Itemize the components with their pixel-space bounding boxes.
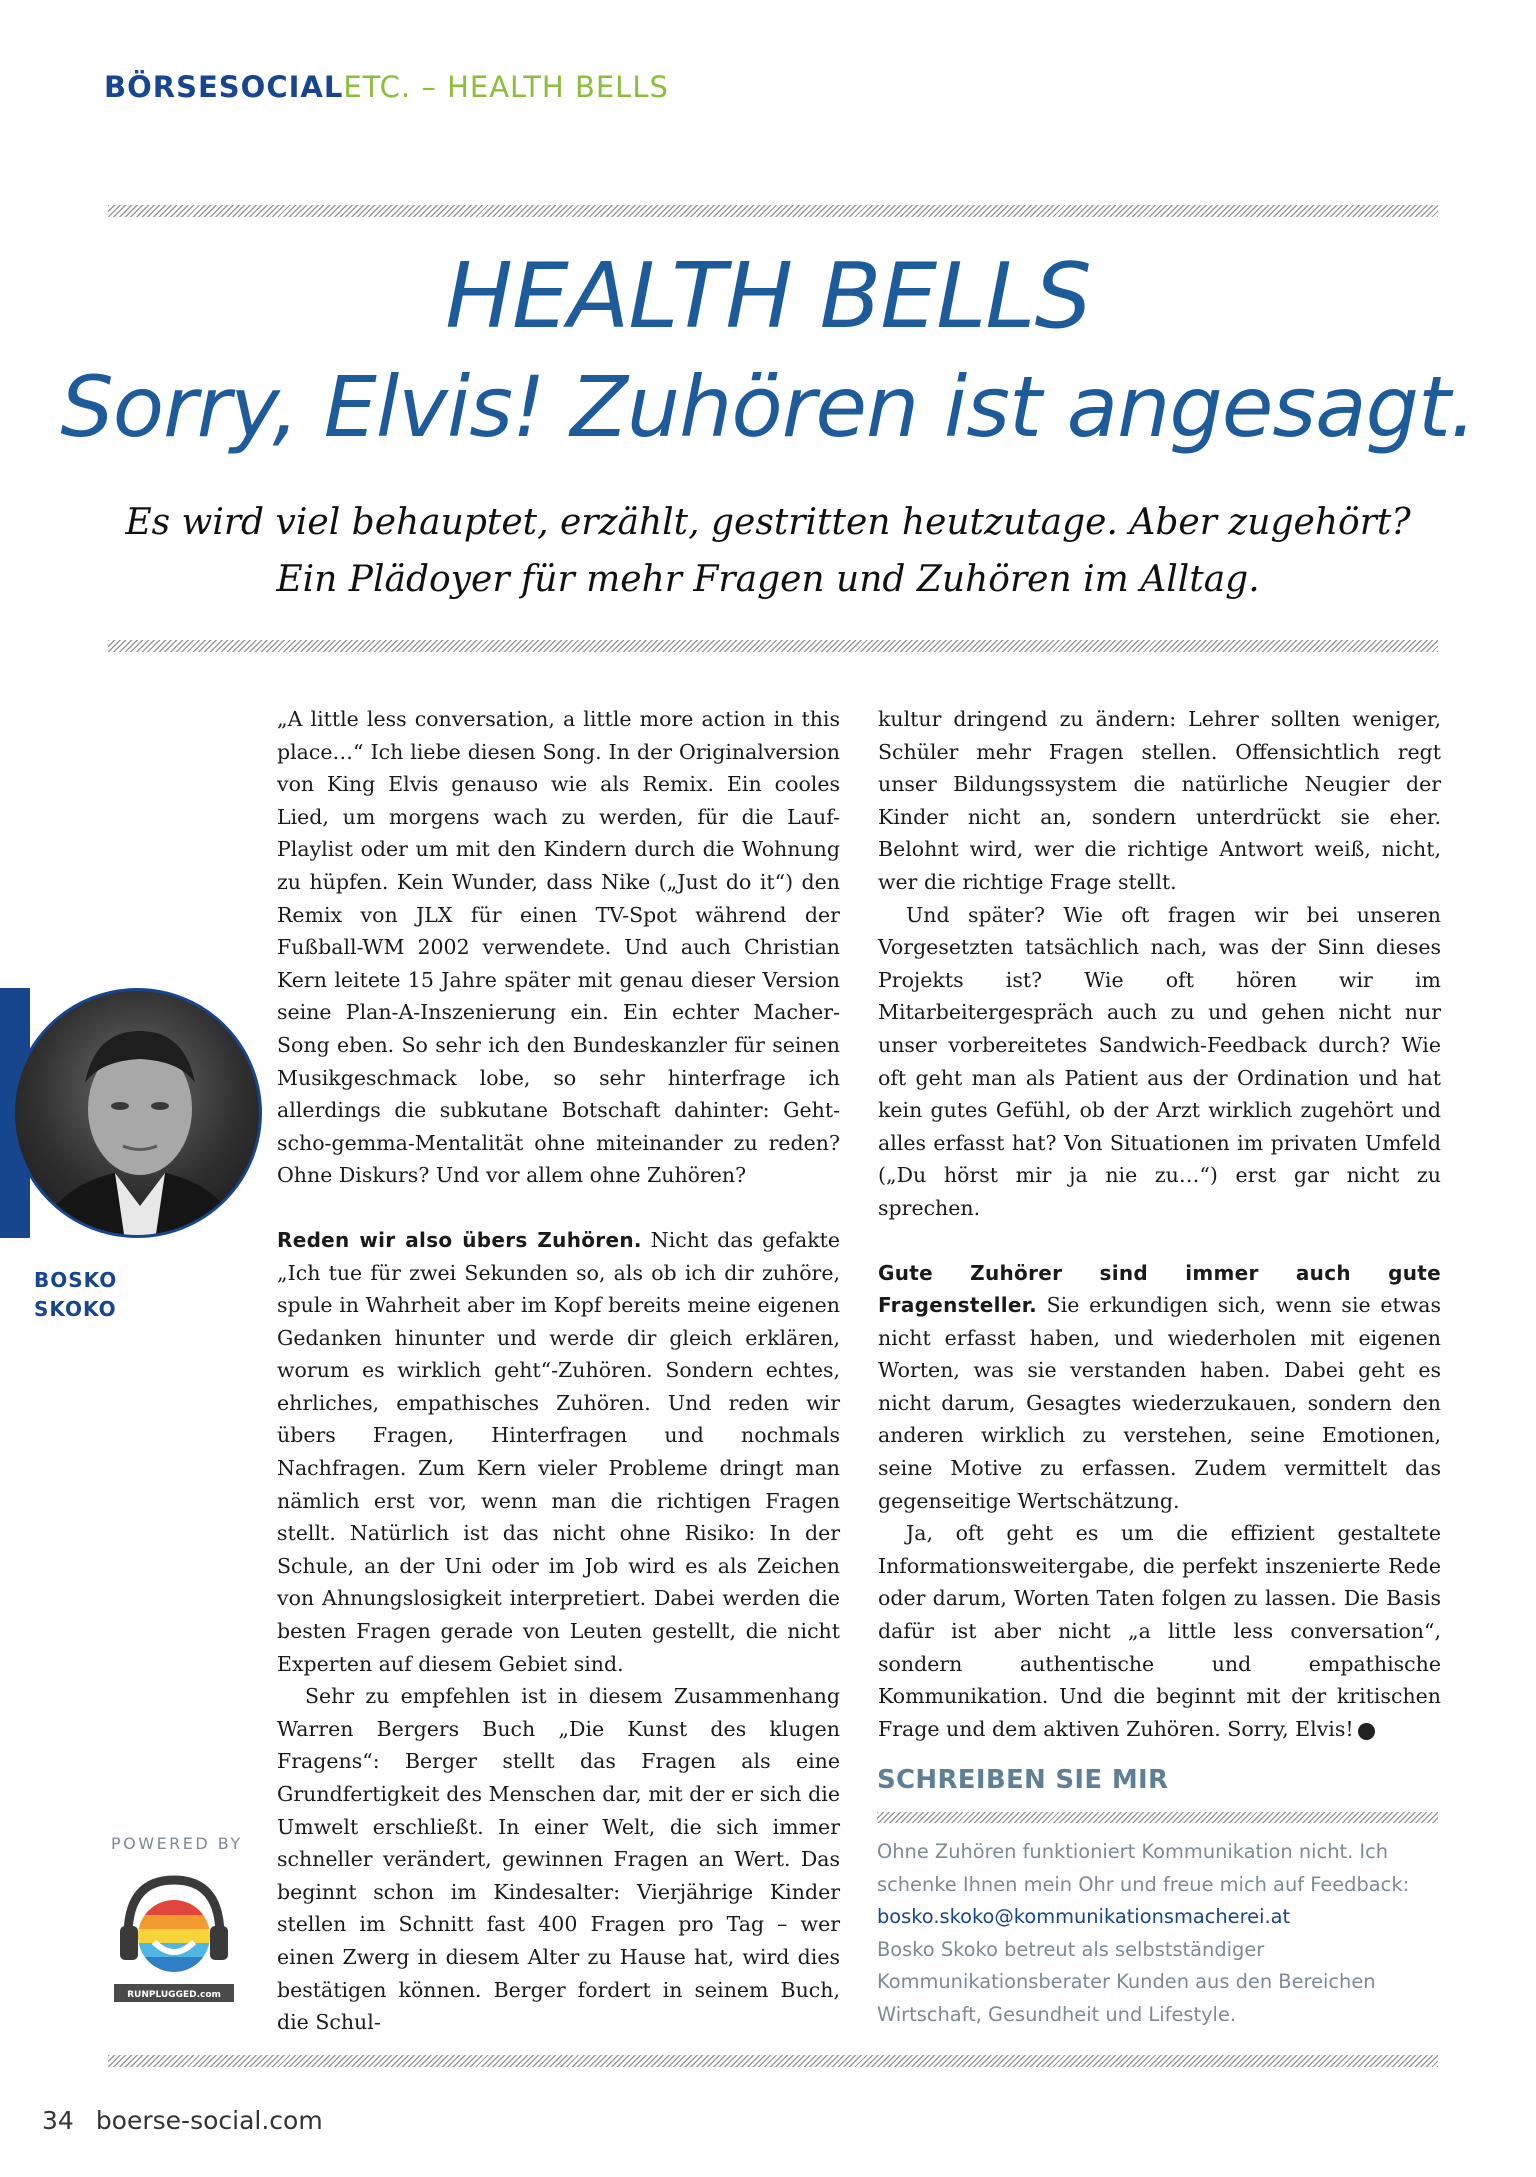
runplugged-logo (114, 1866, 234, 2006)
paragraph-2 (277, 1224, 840, 1680)
contact-text: Ohne Zuhören funktioniert Kommunikation nicht. Ich schenke Ihnen mein Ohr und freue mich auf Feedback: (877, 1840, 1410, 1896)
text-column-left (277, 703, 840, 2039)
paragraph-6-text: Ja, oft geht es um die effizient gestaltete Informationsweitergabe, die perfekt inszenierte Rede oder darum, Worten Taten folgen zu lassen. Die Basis dafür ist aber nicht „a little less conversation“, sondern authentische und empathische Kommunikation. Und die beginnt mit der kritischen Frage und dem aktiven Zuhören. Sorry, Elvis! (878, 1521, 1441, 1741)
paragraph-4: Und später? Wie oft fragen wir bei unseren Vorgesetzten tatsächlich nach, was der Sinn dieses Projekts ist? Wie oft hören wir im Mitarbeitergespräch auch zu und gehen nicht nur unser vorbereitetes Sandwich-Feedback durch? Wie oft geht man als Patient aus der Ordination und hat kein gutes Gefühl, ob der Arzt wirklich zugehört und alles erfasst hat? Von Situationen im privaten Umfeld („Du hörst mir ja nie zu…“) erst gar nicht zu sprechen. (878, 902, 1441, 1220)
paragraph-1: „A little less conversation, a little more action in this place…“ Ich liebe diesen Song. In der Originalversion von King Elvis genauso wie als Remix. Ein cooles Lied, um morgens wach zu werden, für die Lauf-Playlist oder um mit den Kindern durch die Wohnung zu hüpfen. Kein Wunder, dass Nike („Just do it“) den Remix von JLX für einen TV-Spot während der Fußball-WM 2002 verwendete. Und auch Christian Kern leitete 15 Jahre später mit genau dieser Version seine Plan-A-Inszenierung ein. Ein echter Macher-Song eben. So sehr ich den Bundeskanzler für seinen Musikgeschmack lobe, so sehr hinterfrage ich allerdings die subkutane Botschaft dahinter: Geht-scho-gemma-Mentalität ohne miteinander zu reden? Ohne Diskurs? Und vor allem ohne Zuhören? (277, 707, 840, 1188)
paragraph-6 (878, 1517, 1441, 1745)
brand-name: BÖRSESOCIAL (104, 70, 344, 104)
powered-by-label: POWERED BY (111, 1834, 243, 1853)
article-title: HEALTH BELLS (445, 244, 1091, 349)
paragraph-2-lead: Reden wir also übers Zuhören. (277, 1227, 642, 1252)
contact-box (877, 1836, 1437, 2032)
paragraph-5 (878, 1257, 1441, 1518)
author-photo (12, 988, 262, 1238)
page-footer (42, 2106, 323, 2135)
contact-heading: SCHREIBEN SIE MIR (877, 1765, 1169, 1795)
paragraph-3-continued: kultur dringend zu ändern: Lehrer sollten weniger, Schüler mehr Fragen stellen. Offensichtlich regt unser Bildungssystem die natürliche Neugier der Kinder nicht an, sondern unterdrückt sie eher. Belohnt wird, wer die richtige Antwort weiß, nicht, wer die richtige Frage stellt. (878, 707, 1441, 894)
article-subtitle: Sorry, Elvis! Zuhören ist angesagt. (60, 358, 1476, 456)
article-lead: Es wird viel behauptet, erzählt, gestritten heutzutage. Aber zugehört? Ein Plädoyer für mehr Fragen und Zuhören im Alltag. (125, 502, 1411, 600)
hatch-divider-top (108, 205, 1438, 217)
page-number: 34 (42, 2106, 74, 2135)
section-header (104, 70, 669, 104)
paragraph-5-text: Sie erkundigen sich, wenn sie etwas nicht erfasst haben, und wiederholen mit eigenen Worten, was sie verstanden haben. Dabei geht es nicht darum, Gesagtes wiederzukauen, sondern den anderen wirklich zu verstehen, seine Emotionen, seine Motive zu erfassen. Zudem vermittelt das gegenseitige Wertschätzung. (878, 1293, 1441, 1513)
paragraph-2-text: Nicht das gefakte „Ich tue für zwei Sekunden so, als ob ich dir zuhöre, spule in Wahrheit aber im Kopf bereits meine eigenen Gedanken hinunter und werde dir gleich erklären, worum es wirklich geht“-Zuhören. Sondern echtes, ehrliches, empathisches Zuhören. Und reden wir übers Fragen, Hinterfragen und nochmals Nachfragen. Zum Kern vieler Probleme dringt man nämlich erst vor, wenn man die richtigen Fragen stellt. Natürlich ist das nicht ohne Risiko: In der Schule, an der Uni oder im Job wird es als Zeichen von Ahnungslosigkeit interpretiert. Dabei werden die besten Fragen gerade von Leuten gestellt, die nicht Experten auf diesem Gebiet sind. (277, 1227, 840, 1676)
portrait-image-icon (15, 991, 262, 1238)
author-bio: Bosko Skoko betreut als selbstständiger Kommunikationsberater Kunden aus den Bereichen Wirtschaft, Gesundheit und Lifestyle. (877, 1937, 1376, 2026)
hatch-divider-bottom (108, 2055, 1438, 2067)
end-mark-icon: ● (1358, 1723, 1375, 1740)
footer-site: boerse-social.com (95, 2106, 323, 2135)
author-last-name: SKOKO (34, 1297, 117, 1321)
headphones-smiley-icon (114, 1866, 234, 2006)
hatch-divider-lead (108, 640, 1438, 652)
section-name: ETC. – HEALTH BELLS (343, 70, 669, 104)
logo-text: RUNPLUGGED.com (127, 1990, 221, 2000)
author-first-name: BOSKO (34, 1268, 118, 1292)
paragraph-3: Sehr zu empfehlen ist in diesem Zusammenhang Warren Bergers Buch „Die Kunst des klugen Fragens“: Berger stellt das Fragen als eine Grundfertigkeit des Menschen dar, mit der er sich die Umwelt erschließt. In einer Welt, die sich immer schneller verändert, gewinnen Fragen an Wert. Das beginnt schon im Kindesalter: Vierjährige Kinder stellen im Schnitt fast 400 Fragen pro Tag – wer einen Zwerg in diesem Alter zu Hause hat, wird dies bestätigen können. Berger fordert in seinem Buch, die Schul- (277, 1684, 840, 2035)
author-name (34, 1266, 117, 1324)
paragraph-5-lead: Gute Zuhörer sind immer auch gute Fragensteller. (878, 1260, 1441, 1318)
hatch-divider-contact (877, 1812, 1438, 1823)
text-column-right-content (878, 703, 1441, 1745)
contact-email-link[interactable]: bosko.skoko@kommunikationsmacherei.at (877, 1905, 1291, 1929)
